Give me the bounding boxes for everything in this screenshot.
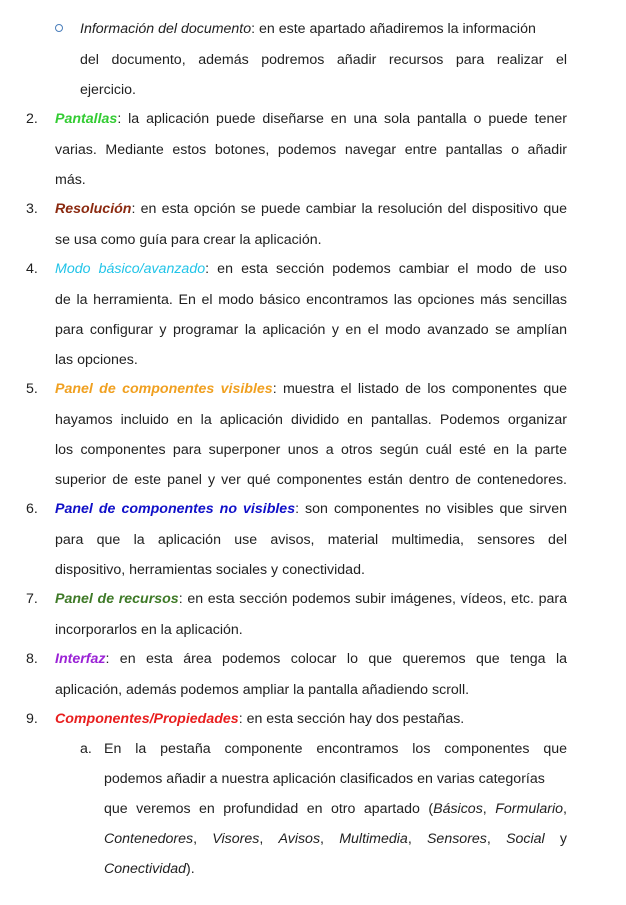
text: : muestra el listado de los componentes que <box>272 381 567 397</box>
text: , <box>486 831 491 847</box>
text: En la pestaña componente encontramos los componentes que <box>104 741 567 757</box>
text: que veremos en profundidad en otro apartado ( <box>104 801 434 817</box>
line <box>104 859 195 879</box>
item-letter: a. <box>80 741 92 757</box>
term-resolucion: Resolución <box>55 201 132 217</box>
line <box>55 589 567 609</box>
line <box>55 320 567 340</box>
text: de la herramienta. En el modo básico encontramos las opciones más sencillas <box>55 292 567 308</box>
text: para que la aplicación use avisos, material multimedia, sensores del <box>55 532 567 548</box>
term-pantallas: Pantallas <box>55 111 118 127</box>
line <box>55 170 86 190</box>
line <box>55 709 464 729</box>
text: y <box>559 831 568 847</box>
item-number: 3. <box>26 201 38 217</box>
category-sensores: Sensores <box>426 831 487 847</box>
text: aplicación, además podemos ampliar la pantalla añadiendo scroll. <box>55 682 470 698</box>
item-number: 6. <box>26 501 38 517</box>
text: dispositivo, herramientas sociales y conectividad. <box>55 562 365 578</box>
line <box>55 530 567 550</box>
text: se usa como guía para crear la aplicación. <box>55 232 322 248</box>
text: , <box>193 831 198 847</box>
text: : en esta sección podemos subir imágenes, vídeos, etc. para <box>178 591 567 607</box>
category-avisos: Avisos <box>278 831 321 847</box>
text: , <box>320 831 324 847</box>
category-social: Social <box>506 831 545 847</box>
text: , <box>563 801 567 817</box>
line <box>55 259 567 279</box>
text: : la aplicación puede diseñarse en una sola pantalla o puede tener <box>117 111 567 127</box>
line <box>55 230 322 250</box>
line <box>55 649 567 669</box>
text: : son componentes no visibles que sirven <box>295 501 567 517</box>
category-conectividad: Conectividad <box>104 861 187 877</box>
item-number: 4. <box>26 261 38 277</box>
text: varias. Mediante estos botones, podemos navegar entre pantallas o añadir <box>55 142 567 158</box>
line <box>80 19 536 39</box>
term-panel-componentes-no-visibles: Panel de componentes no visibles <box>55 501 296 517</box>
line <box>55 680 469 700</box>
line <box>55 350 138 370</box>
line <box>80 80 136 100</box>
line <box>55 290 567 310</box>
item-number: 2. <box>26 111 38 127</box>
text: : en esta opción se puede cambiar la resolución del dispositivo que <box>131 201 567 217</box>
text: incorporarlos en la aplicación. <box>55 622 243 638</box>
text: , <box>259 831 264 847</box>
line <box>55 109 567 129</box>
text: : en esta sección hay dos pestañas. <box>238 711 465 727</box>
line <box>80 50 567 70</box>
line <box>55 470 567 490</box>
item-number: 8. <box>26 651 38 667</box>
category-formulario: Formulario <box>495 801 564 817</box>
term-panel-recursos: Panel de recursos <box>55 591 179 607</box>
line <box>104 799 567 819</box>
text: los componentes para superponer unos a otros según cuál esté en la parte <box>55 442 567 458</box>
text: ejercicio. <box>80 82 136 98</box>
text: , <box>482 801 496 817</box>
text: : en esta área podemos colocar lo que queremos que tenga la <box>105 651 567 667</box>
text: del documento, además podremos añadir recursos para realizar el <box>80 52 567 68</box>
item-number: 7. <box>26 591 38 607</box>
item-number: 5. <box>26 381 38 397</box>
circle-bullet-icon <box>55 24 63 32</box>
term-modo-basico-avanzado: Modo básico/avanzado <box>55 261 206 277</box>
text: ). <box>186 861 195 877</box>
line <box>55 620 243 640</box>
term-componentes-propiedades: Componentes/Propiedades <box>55 711 239 727</box>
line <box>55 379 567 399</box>
line <box>55 499 567 519</box>
term-interfaz: Interfaz <box>55 651 106 667</box>
line <box>55 140 567 160</box>
text: superior de este panel y ver qué componentes están dentro de contenedores. <box>55 472 567 488</box>
line <box>104 769 545 789</box>
item-number: 9. <box>26 711 38 727</box>
line <box>55 560 365 580</box>
category-basicos: Básicos <box>433 801 483 817</box>
text: , <box>407 831 412 847</box>
text: : en esta sección podemos cambiar el modo de uso <box>205 261 567 277</box>
text: hayamos incluido en la aplicación dividido en pantallas. Podemos organizar <box>55 412 567 428</box>
category-visores: Visores <box>212 831 260 847</box>
category-multimedia: Multimedia <box>339 831 408 847</box>
category-contenedores: Contenedores <box>104 831 194 847</box>
term-informacion-documento: Información del documento <box>80 21 252 37</box>
text: : en este apartado añadiremos la información <box>251 21 536 37</box>
line <box>104 829 567 849</box>
text: más. <box>55 172 86 188</box>
text: podemos añadir a nuestra aplicación clasificados en varias categorías <box>104 771 545 787</box>
text: las opciones. <box>55 352 138 368</box>
text: para configurar y programar la aplicación y en el modo avanzado se amplían <box>55 322 567 338</box>
line <box>55 410 567 430</box>
term-panel-componentes-visibles: Panel de componentes visibles <box>55 381 273 397</box>
line <box>55 440 567 460</box>
line <box>104 739 567 759</box>
line <box>55 199 567 219</box>
